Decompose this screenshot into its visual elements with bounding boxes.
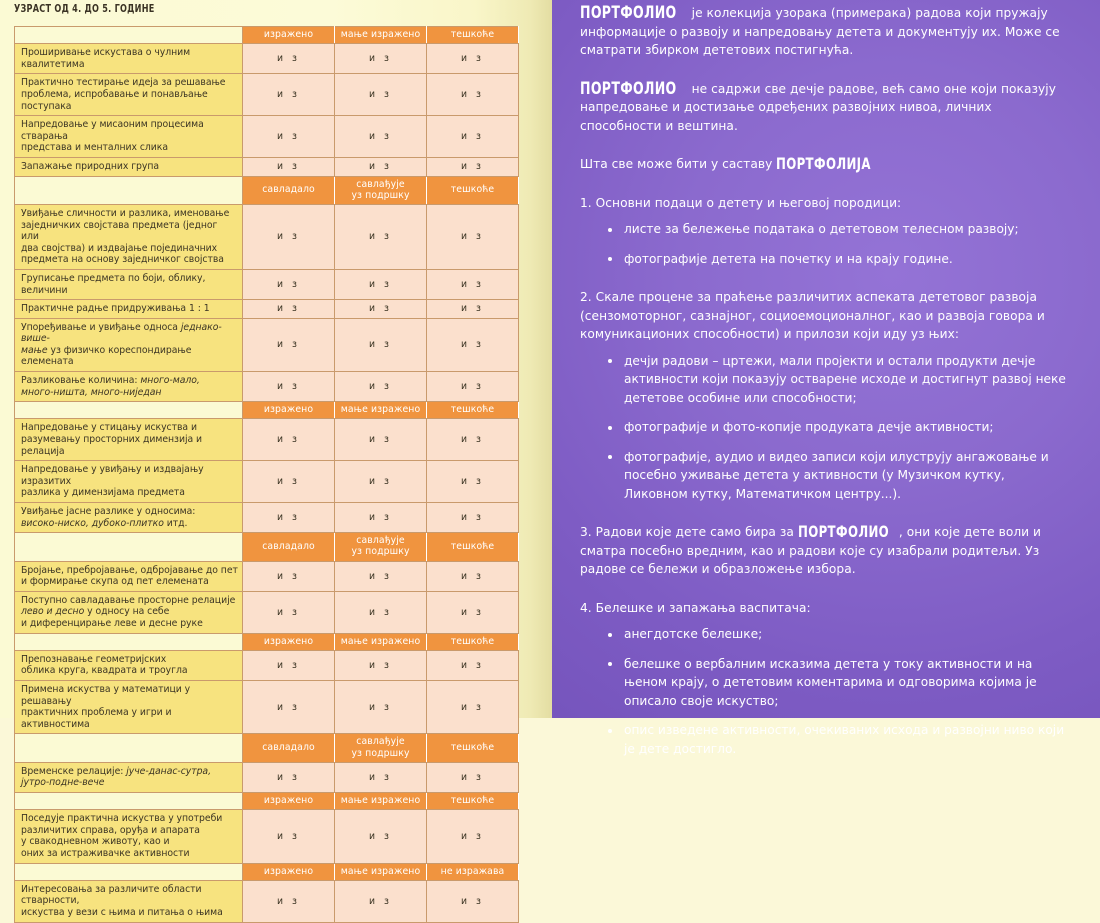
section-header-cell: тешкоће bbox=[427, 633, 519, 650]
rating-cell[interactable]: и з bbox=[427, 318, 519, 371]
section-header-row bbox=[15, 792, 519, 809]
table-row bbox=[15, 810, 519, 863]
rating-cell[interactable]: и з bbox=[427, 503, 519, 533]
item-label-emphasis: јуче-данас-сутра, bbox=[126, 765, 211, 777]
section-header-cell: мање изражено bbox=[335, 402, 427, 419]
table-row bbox=[15, 269, 519, 299]
right-page bbox=[552, 0, 1100, 756]
table-row bbox=[15, 372, 519, 402]
list-item: фотографије и фото-копије продуката дечје активности; bbox=[608, 418, 1070, 437]
rating-cell[interactable]: и з bbox=[335, 74, 427, 116]
item-label-cell bbox=[15, 204, 243, 269]
section-header-cell: савладало bbox=[243, 176, 335, 204]
item-label-text: разумевању просторних димензија и релација bbox=[21, 434, 203, 457]
section-header-blank bbox=[15, 27, 243, 44]
list-item: дечји радови – цртежи, мали пројекти и остали продукти дечје активности који показују остварене исходе и достигнут развој неке дететове особине или способности; bbox=[608, 352, 1070, 408]
table-row bbox=[15, 419, 519, 461]
rating-cell[interactable]: и з bbox=[427, 762, 519, 792]
item-label-text: оних за истраживачке активности bbox=[21, 847, 190, 859]
rating-cell[interactable]: и з bbox=[243, 372, 335, 402]
section-header-cell: мање изражено bbox=[335, 863, 427, 880]
table-row bbox=[15, 762, 519, 792]
section-header-row bbox=[15, 633, 519, 650]
section-header-cell: савлађује уз подршку bbox=[335, 533, 427, 561]
item-label-text: Груписање предмета по боји, облику, величини bbox=[21, 272, 206, 296]
table-row bbox=[15, 116, 519, 158]
rating-cell[interactable]: и з bbox=[335, 300, 427, 319]
section-header-row bbox=[15, 27, 519, 44]
rating-cell[interactable]: и з bbox=[335, 810, 427, 863]
brand-portfolija: ПОРТФОЛИЈА bbox=[776, 154, 872, 173]
section-header-cell: савлађује уз подршку bbox=[335, 176, 427, 204]
rating-cell[interactable]: и з bbox=[243, 44, 335, 74]
rating-cell[interactable]: и з bbox=[243, 810, 335, 863]
table-row bbox=[15, 880, 519, 922]
item-label-text: у свакодневном животу, као и bbox=[21, 836, 170, 848]
item-label-cell bbox=[15, 269, 243, 299]
item-label-text: облика круга, квадрата и троугла bbox=[21, 665, 188, 677]
list-item: листе за бележење података о дететовом телесном развоју; bbox=[608, 220, 1070, 239]
list-item-1-bullets bbox=[580, 220, 1070, 268]
table-row bbox=[15, 74, 519, 116]
item-label-text: практичних проблема у игри и активностима bbox=[21, 707, 172, 730]
section-header-cell: савладало bbox=[243, 533, 335, 561]
item-label-cell bbox=[15, 44, 243, 74]
paragraph-scope bbox=[580, 80, 1070, 136]
item-label-cell bbox=[15, 318, 243, 371]
item-label-cell bbox=[15, 461, 243, 503]
rating-cell[interactable]: и з bbox=[243, 650, 335, 680]
item-label-text: Поседује практична искуства у употреби bbox=[21, 813, 223, 825]
section-header-cell: изражено bbox=[243, 633, 335, 650]
rating-cell[interactable]: и з bbox=[427, 810, 519, 863]
rating-cell[interactable]: и з bbox=[335, 204, 427, 269]
section-header-blank bbox=[15, 402, 243, 419]
rating-cell[interactable]: и з bbox=[335, 269, 427, 299]
table-row bbox=[15, 300, 519, 319]
rating-cell[interactable]: и з bbox=[427, 116, 519, 158]
rating-cell[interactable]: и з bbox=[335, 116, 427, 158]
item-label-cell bbox=[15, 650, 243, 680]
rating-cell[interactable]: и з bbox=[243, 561, 335, 591]
rating-cell[interactable]: и з bbox=[243, 762, 335, 792]
spacer bbox=[580, 60, 1070, 80]
list-item: анегдотске белешке; bbox=[608, 625, 1070, 644]
table-row bbox=[15, 591, 519, 633]
list-item-3-rest: , они које дете воли и сматра посебно вредним, као и радови које су изабрали родитељи. Уз радове се бележи и образложење избора. bbox=[580, 525, 1042, 576]
section-header-blank bbox=[15, 792, 243, 809]
rating-cell[interactable]: и з bbox=[335, 461, 427, 503]
section-header-cell: тешкоће bbox=[427, 402, 519, 419]
rating-cell[interactable]: и з bbox=[335, 372, 427, 402]
rating-cell[interactable]: и з bbox=[427, 44, 519, 74]
item-label-emphasis: много-мало, bbox=[140, 375, 200, 387]
item-label-text: Поступно савладавање просторне релације bbox=[21, 594, 236, 606]
rating-cell[interactable]: и з bbox=[243, 116, 335, 158]
item-label-cell bbox=[15, 300, 243, 319]
section-header-blank bbox=[15, 863, 243, 880]
rating-cell[interactable]: и з bbox=[427, 591, 519, 633]
paragraph-definition-text: је колекција узорака (примерака) радова који пружају информације о развоју и напредовању детета и документују их. Може се сматрати збирком дететових постигнућа. bbox=[580, 6, 1060, 57]
rating-cell[interactable]: и з bbox=[427, 680, 519, 733]
item-label-cell bbox=[15, 419, 243, 461]
item-label-text: Увиђање јасне разлике у односима: bbox=[21, 506, 196, 518]
left-page bbox=[0, 0, 552, 918]
list-item-4-bullets bbox=[580, 625, 1070, 758]
item-label-text: Запажање природних група bbox=[21, 160, 160, 172]
item-label-emphasis: мање bbox=[21, 344, 48, 356]
item-label-text: разлика у димензијама предмета bbox=[21, 487, 185, 499]
item-label-text: Препознавање геометријских bbox=[21, 653, 167, 665]
list-item-3-paragraph bbox=[580, 523, 1070, 579]
item-label-text: Практичне радње придруживања 1 : 1 bbox=[21, 303, 210, 315]
brand-portfolio-heading-2: ПОРТФОЛИО bbox=[580, 78, 677, 99]
item-label-text: Временске релације: bbox=[21, 765, 127, 777]
brand-portfolio-heading-1: ПОРТФОЛИО bbox=[580, 3, 677, 23]
item-label-cell bbox=[15, 116, 243, 158]
item-label-text: и диференцирање леве и десне руке bbox=[21, 618, 203, 629]
item-label-text: Упоређивање и увиђање односа bbox=[21, 321, 181, 333]
rating-cell[interactable]: и з bbox=[335, 680, 427, 733]
section-header-cell: савладало bbox=[243, 734, 335, 762]
rating-cell[interactable]: и з bbox=[243, 269, 335, 299]
rating-cell[interactable]: и з bbox=[243, 419, 335, 461]
list-item: фотографије, аудио и видео записи који илуструју ангажовање и посебно уживање детета у активности (у Музичком кутку, Ликовном кутку, Математичком центру...). bbox=[608, 448, 1070, 504]
section-header-row bbox=[15, 533, 519, 561]
item-label-text: Примена искуства у математици у решавању bbox=[21, 683, 191, 707]
item-label-cell bbox=[15, 680, 243, 733]
paragraph-scope-text: не садржи све дечје радове, већ само оне који показују напредовање и достизање одређених развојних нивоа, личних способности и вештина. bbox=[580, 81, 1056, 133]
question-prefix: Шта све може бити у саставу bbox=[580, 157, 777, 171]
item-label-emphasis: јутро-подне-вече bbox=[21, 777, 105, 789]
section-header-cell: тешкоће bbox=[427, 533, 519, 561]
item-label-text: два својства) и издвајање појединачних bbox=[21, 242, 218, 254]
item-label-text: уз физичко кореспондирање елемената bbox=[21, 344, 192, 368]
rating-cell[interactable]: и з bbox=[335, 880, 427, 922]
rating-cell[interactable]: и з bbox=[243, 204, 335, 269]
item-label-text: искуства у вези с њима и питања о њима bbox=[21, 906, 223, 918]
table-row bbox=[15, 318, 519, 371]
section-header-row bbox=[15, 863, 519, 880]
rating-cell[interactable]: и з bbox=[427, 74, 519, 116]
item-label-cell bbox=[15, 503, 243, 533]
item-label-text: Интересовања за различите области стварности, bbox=[21, 883, 202, 907]
item-label-text: и формирање скупа од пет елемената bbox=[21, 576, 209, 588]
assessment-table-body bbox=[15, 27, 519, 923]
table-row bbox=[15, 650, 519, 680]
section-header-cell: тешкоће bbox=[427, 27, 519, 44]
item-label-text: у односу на себе bbox=[84, 606, 170, 618]
rating-cell[interactable]: и з bbox=[243, 157, 335, 176]
list-item: белешке о вербалним исказима детета у току активности и на њеном крају, о дететовим коментарима и одговорима којима је описало своје искуство; bbox=[608, 655, 1070, 711]
section-header-cell: не изражава bbox=[427, 863, 519, 880]
section-header-row bbox=[15, 402, 519, 419]
paragraph-definition bbox=[580, 4, 1070, 60]
rating-cell[interactable]: и з bbox=[335, 503, 427, 533]
item-label-emphasis: лево и десно bbox=[21, 606, 85, 618]
rating-cell[interactable]: и з bbox=[335, 318, 427, 371]
item-label-text: Напредовање у увиђању и издвајању изразитих bbox=[21, 464, 204, 487]
section-header-blank bbox=[15, 176, 243, 204]
item-label-emphasis: високо-ниско, дубоко-плитко bbox=[21, 517, 164, 529]
rating-cell[interactable]: и з bbox=[427, 419, 519, 461]
list-item: опис изведене активности, очекиваних исхода и развојни ниво који је дете достигло. bbox=[608, 721, 1070, 758]
table-row bbox=[15, 561, 519, 591]
question-heading bbox=[580, 155, 1070, 174]
list-item-2-title: 2. Скале процене за праћење различитих аспеката дететовог развоја (сензомоторног, сазнајног, социоемоционалног, као и развоја говора и комуникационих способности) и прилози који иду уз њих: bbox=[580, 290, 1045, 341]
spacer bbox=[580, 174, 1070, 194]
item-label-text: предмета на основу заједничког својства bbox=[21, 254, 224, 266]
rating-cell[interactable]: и з bbox=[427, 372, 519, 402]
section-header-cell: мање изражено bbox=[335, 633, 427, 650]
item-label-text: Увиђање сличности и разлика, именовање bbox=[21, 207, 230, 219]
item-label-text: Разликовање количина: bbox=[21, 375, 141, 387]
item-label-emphasis: много-ништа, много-ниједан bbox=[21, 386, 162, 398]
section-header-cell: изражено bbox=[243, 402, 335, 419]
item-label-cell bbox=[15, 561, 243, 591]
section-header-cell: мање изражено bbox=[335, 792, 427, 809]
rating-cell[interactable]: и з bbox=[243, 680, 335, 733]
rating-cell[interactable]: и з bbox=[243, 318, 335, 371]
table-row bbox=[15, 157, 519, 176]
rating-cell[interactable]: и з bbox=[427, 880, 519, 922]
table-row bbox=[15, 503, 519, 533]
rating-cell[interactable]: и з bbox=[427, 650, 519, 680]
item-label-text: заједничких својстава предмета (једног или bbox=[21, 219, 218, 243]
section-header-row bbox=[15, 734, 519, 762]
item-label-emphasis: једнако-више- bbox=[21, 321, 222, 345]
section-header-cell: изражено bbox=[243, 27, 335, 44]
list-item-4-title: 4. Белешке и запажања васпитача: bbox=[580, 600, 811, 615]
item-label-cell bbox=[15, 157, 243, 176]
item-label-text: проблема, испробавање и понављање поступака bbox=[21, 88, 208, 112]
rating-cell[interactable]: и з bbox=[335, 561, 427, 591]
list-item-2-bullets bbox=[580, 352, 1070, 504]
section-header-cell: савлађује уз подршку bbox=[335, 734, 427, 762]
rating-cell[interactable]: и з bbox=[335, 419, 427, 461]
rating-cell[interactable]: и з bbox=[427, 561, 519, 591]
assessment-table bbox=[14, 26, 519, 923]
section-header-blank bbox=[15, 734, 243, 762]
spacer bbox=[580, 503, 1070, 523]
spacer bbox=[580, 135, 1070, 155]
table-row bbox=[15, 44, 519, 74]
item-label-text: Бројање, пребројавање, одбројавање до пет bbox=[21, 564, 238, 576]
rating-cell[interactable]: и з bbox=[243, 880, 335, 922]
item-label-cell bbox=[15, 762, 243, 792]
rating-cell[interactable]: и з bbox=[335, 157, 427, 176]
rating-cell[interactable]: и з bbox=[243, 503, 335, 533]
item-label-text: различитих справа, оруђа и апарата bbox=[21, 824, 200, 836]
rating-cell[interactable]: и з bbox=[427, 269, 519, 299]
rating-cell[interactable]: и з bbox=[335, 650, 427, 680]
item-label-text: итд. bbox=[163, 517, 188, 529]
section-header-cell: мање изражено bbox=[335, 27, 427, 44]
rating-cell[interactable]: и з bbox=[335, 591, 427, 633]
item-label-text: Проширивање искустава о чулним квалитетима bbox=[21, 47, 191, 70]
brand-portfolio-inline: ПОРТФОЛИО bbox=[797, 522, 889, 541]
section-header-blank bbox=[15, 633, 243, 650]
section-header-cell: тешкоће bbox=[427, 176, 519, 204]
item-label-text: Напредовање у мисаоним процесима стварања bbox=[21, 119, 204, 142]
spacer bbox=[580, 579, 1070, 599]
list-item-3-prefix: 3. Радови које дете само бира за bbox=[580, 525, 798, 539]
rating-cell[interactable]: и з bbox=[335, 762, 427, 792]
item-label-text: Практично тестирање идеја за решавање bbox=[21, 77, 226, 89]
table-row bbox=[15, 680, 519, 733]
rating-cell[interactable]: и з bbox=[427, 461, 519, 503]
rating-cell[interactable]: и з bbox=[427, 157, 519, 176]
spacer bbox=[580, 268, 1070, 288]
item-label-cell bbox=[15, 880, 243, 922]
table-row bbox=[15, 461, 519, 503]
rating-cell[interactable]: и з bbox=[335, 44, 427, 74]
item-label-cell bbox=[15, 810, 243, 863]
table-row bbox=[15, 204, 519, 269]
item-label-text: Напредовање у стицању искуства и bbox=[21, 422, 197, 434]
section-header-cell: тешкоће bbox=[427, 734, 519, 762]
item-label-cell bbox=[15, 74, 243, 116]
list-item: фотографије детета на почетку и на крају године. bbox=[608, 250, 1070, 269]
section-header-row bbox=[15, 176, 519, 204]
section-header-blank bbox=[15, 533, 243, 561]
rating-cell[interactable]: и з bbox=[427, 300, 519, 319]
section-header-cell: изражено bbox=[243, 863, 335, 880]
item-label-cell bbox=[15, 372, 243, 402]
rating-cell[interactable]: и з bbox=[243, 461, 335, 503]
rating-cell[interactable]: и з bbox=[427, 204, 519, 269]
section-header-cell: изражено bbox=[243, 792, 335, 809]
section-header-cell: тешкоће bbox=[427, 792, 519, 809]
page-title: УЗРАСТ ОД 4. ДО 5. ГОДИНЕ bbox=[14, 3, 155, 15]
rating-cell[interactable]: и з bbox=[243, 591, 335, 633]
rating-cell[interactable]: и з bbox=[243, 300, 335, 319]
list-item-1-title: 1. Основни подаци о детету и његовој породици: bbox=[580, 195, 902, 210]
item-label-text: представа и менталних слика bbox=[21, 142, 168, 154]
item-label-cell bbox=[15, 591, 243, 633]
rating-cell[interactable]: и з bbox=[243, 74, 335, 116]
